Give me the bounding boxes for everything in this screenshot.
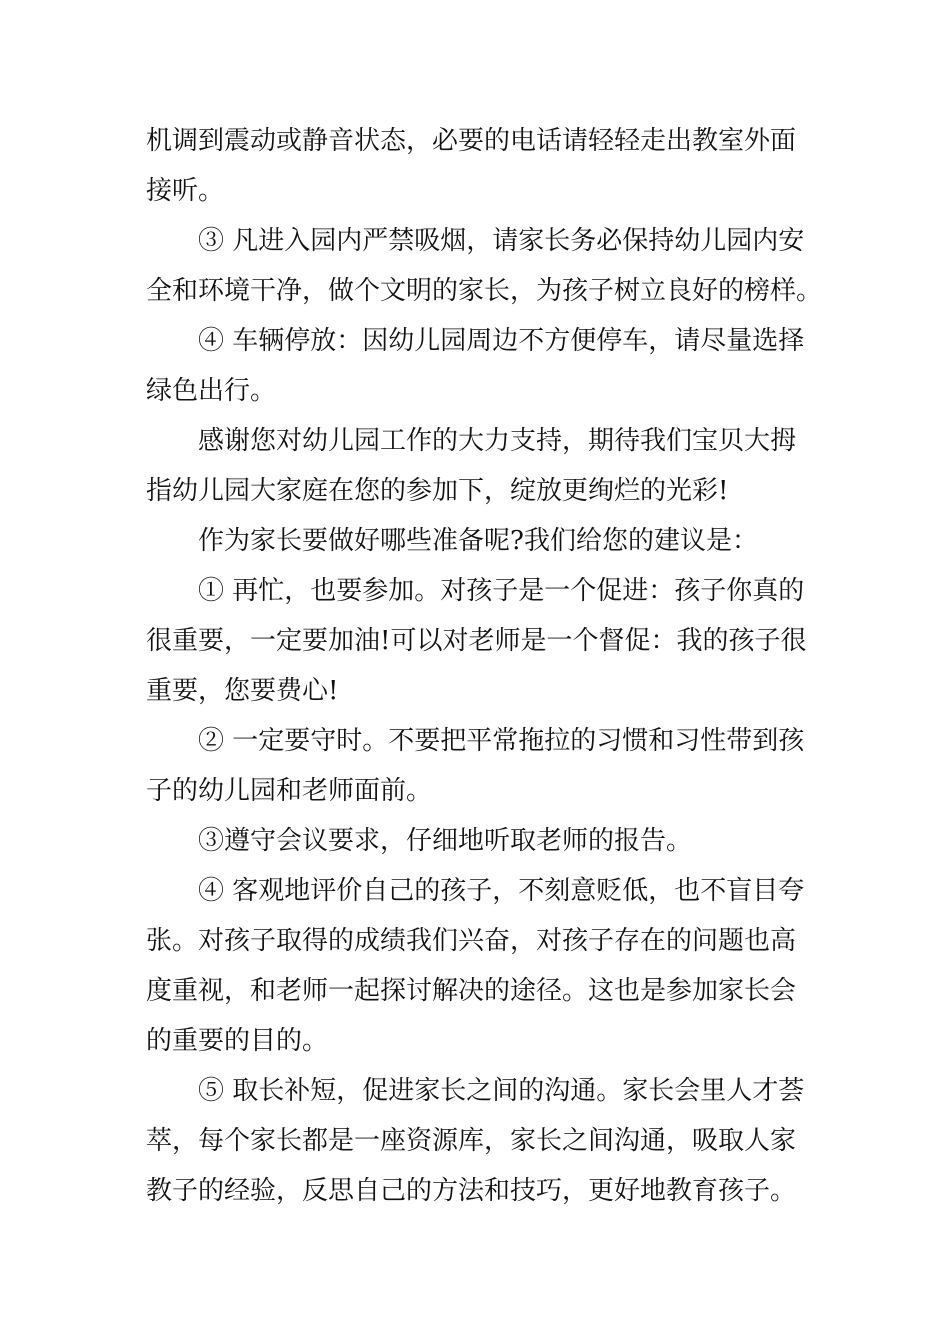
text-line: 度重视，和老师一起探讨解决的途径。这也是参加家长会 [146, 976, 797, 1006]
text-line: 全和环境干净，做个文明的家长，为孩子树立良好的榜样。 [146, 276, 823, 306]
text-line: 张。对孩子取得的成绩我们兴奋，对孩子存在的问题也高 [146, 926, 797, 956]
text-line: ① 再忙，也要参加。对孩子是一个促进：孩子你真的 [198, 576, 805, 606]
text-line: ③ 凡进入园内严禁吸烟，请家长务必保持幼儿园内安 [198, 226, 805, 256]
text-line: 作为家长要做好哪些准备呢?我们给您的建议是： [198, 526, 758, 556]
text-line: ③遵守会议要求，仔细地听取老师的报告。 [198, 826, 693, 856]
text-line: 的重要的目的。 [146, 1026, 329, 1056]
text-line: 指幼儿园大家庭在您的参加下，绽放更绚烂的光彩! [146, 476, 729, 506]
text-line: ④ 客观地评价自己的孩子，不刻意贬低，也不盲目夸 [198, 876, 805, 906]
text-line: 重要，您要费心! [146, 676, 339, 706]
text-line: 萃，每个家长都是一座资源库，家长之间沟通，吸取人家 [146, 1126, 797, 1156]
text-line: 接听。 [146, 176, 225, 206]
text-line: 绿色出行。 [146, 376, 277, 406]
text-line: 子的幼儿园和老师面前。 [146, 776, 433, 806]
text-line: 机调到震动或静音状态，必要的电话请轻轻走出教室外面 [146, 126, 797, 156]
text-line: 很重要，一定要加油!可以对老师是一个督促：我的孩子很 [146, 626, 807, 656]
text-line: ② 一定要守时。不要把平常拖拉的习惯和习性带到孩 [198, 726, 805, 756]
text-line: ⑤ 取长补短，促进家长之间的沟通。家长会里人才荟 [198, 1076, 805, 1106]
text-line: ④ 车辆停放：因幼儿园周边不方便停车，请尽量选择 [198, 326, 805, 356]
text-line: 感谢您对幼儿园工作的大力支持，期待我们宝贝大拇 [198, 426, 797, 456]
body-text [146, 126, 823, 1206]
text-line: 教子的经验，反思自己的方法和技巧，更好地教育孩子。 [146, 1176, 797, 1206]
